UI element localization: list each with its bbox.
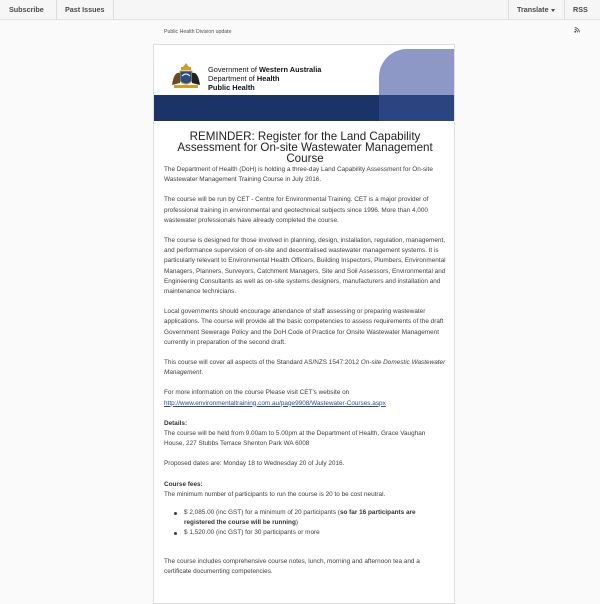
details-heading: Details: [164, 419, 188, 427]
wa-crest-logo [168, 61, 204, 91]
paragraph-fees [164, 480, 446, 500]
email-container [153, 44, 455, 604]
standard-prefix: This course will cover all aspects of the Standard AS/NZS 1547:2012 [164, 359, 361, 367]
topbar-divider [113, 0, 114, 20]
rss-link[interactable] [564, 0, 600, 20]
dept-bold: Health [256, 74, 280, 84]
paragraph-audience: The course is designed for those involved in planning, design, installation, regulation, management, and performance supervision of on-site and decentralised wastewater management systems. It is particularly relevant to Environmental Health Officers, Building Inspectors, Plumbers, Environmental Managers, Planners, Surveyors, Catchment Managers, Site and Soil Assessors, Environmental and Engineering Consultants as well as on-site systems designers, manufacturers and installation and maintenance technicians. [164, 237, 446, 296]
paragraph-dates: Proposed dates are: Monday 18 to Wednesday 20 of July 2016. [164, 460, 345, 468]
standard-title: On-site Domestic Wastewater Management [164, 359, 446, 377]
more-info-text: For more information on the course Please visit CET's website on [164, 389, 350, 397]
caret-down-icon [551, 9, 555, 12]
translate-label: Translate [517, 5, 549, 14]
gov-line-prefix: Government of [208, 65, 259, 74]
rss-label: RSS [573, 5, 588, 14]
paragraph-intro: The Department of Health (DoH) is holding a three-day Land Capability Assessment for On-site Wastewater Management Training Course in July 2016. [164, 166, 433, 184]
list-item: $ 1,520.00 (inc GST) for 30 participants or more [184, 528, 446, 538]
article-body [164, 131, 446, 587]
banner-navy-accent [379, 95, 454, 121]
banner-lavender-shape [379, 49, 454, 95]
fees-text: The minimum number of participants to run the course is 20 to be cost neutral. [164, 490, 386, 498]
fee1-suffix: ) [295, 519, 298, 527]
cet-website-link[interactable]: http://www.environmentaltraining.com.au/page9908/Wastewater-Courses.aspx [164, 399, 386, 407]
paragraph-more-info [164, 388, 446, 408]
paragraph-provider: The course will be run by CET - Centre for Environmental Training. CET is a major provider of professional training in environmental and geotechnical subjects since 1996. More than 4,000 wastewater professionals have already completed the course. [164, 196, 429, 224]
past-issues-link[interactable]: Past Issues [65, 5, 105, 14]
fees-heading: Course fees: [164, 480, 203, 488]
list-item [184, 508, 446, 528]
subscribe-link[interactable]: Subscribe [9, 5, 44, 14]
translate-dropdown[interactable] [508, 0, 564, 20]
article-title: REMINDER: Register for the Land Capability Assessment for On-site Wastewater Management Course [177, 130, 433, 165]
division-name: Public Health [208, 83, 255, 93]
agency-name-block [208, 65, 321, 93]
paragraph-standard [164, 358, 446, 378]
rss-icon [574, 27, 580, 33]
fee1-bold: so far 16 participants are registered the course will be running [184, 509, 416, 527]
paragraph-includes: The course includes comprehensive course notes, lunch, morning and afternoon tea and a certificate documenting competencies. [164, 557, 420, 575]
top-bar [0, 0, 600, 20]
paragraph-local-government: Local governments should encourage attendance of staff assessing or preparing wastewater applications. The course will provide all the basic competencies to assess requirements of the draft Government Sewerage Policy and the DoH Code of Practice for Onsite Wastewater Management currently in preparation of the second draft. [164, 308, 444, 346]
fees-list [184, 508, 446, 539]
gov-line-bold: Western Australia [258, 65, 322, 74]
preheader-text: Public Health Division update [164, 29, 232, 35]
details-text: The course will be held from 9.00am to 5.00pm at the Department of Health, Grace Vaughan House, 227 Stubbs Terrace Shenton Park WA 6008 [164, 430, 426, 448]
paragraph-details [164, 419, 446, 450]
standard-suffix: . [201, 369, 204, 377]
header-banner [154, 47, 454, 121]
fee1-prefix: $ 2,085.00 (inc GST) for a minimum of 20 participants ( [184, 509, 340, 517]
dept-prefix: Department of [208, 74, 257, 84]
